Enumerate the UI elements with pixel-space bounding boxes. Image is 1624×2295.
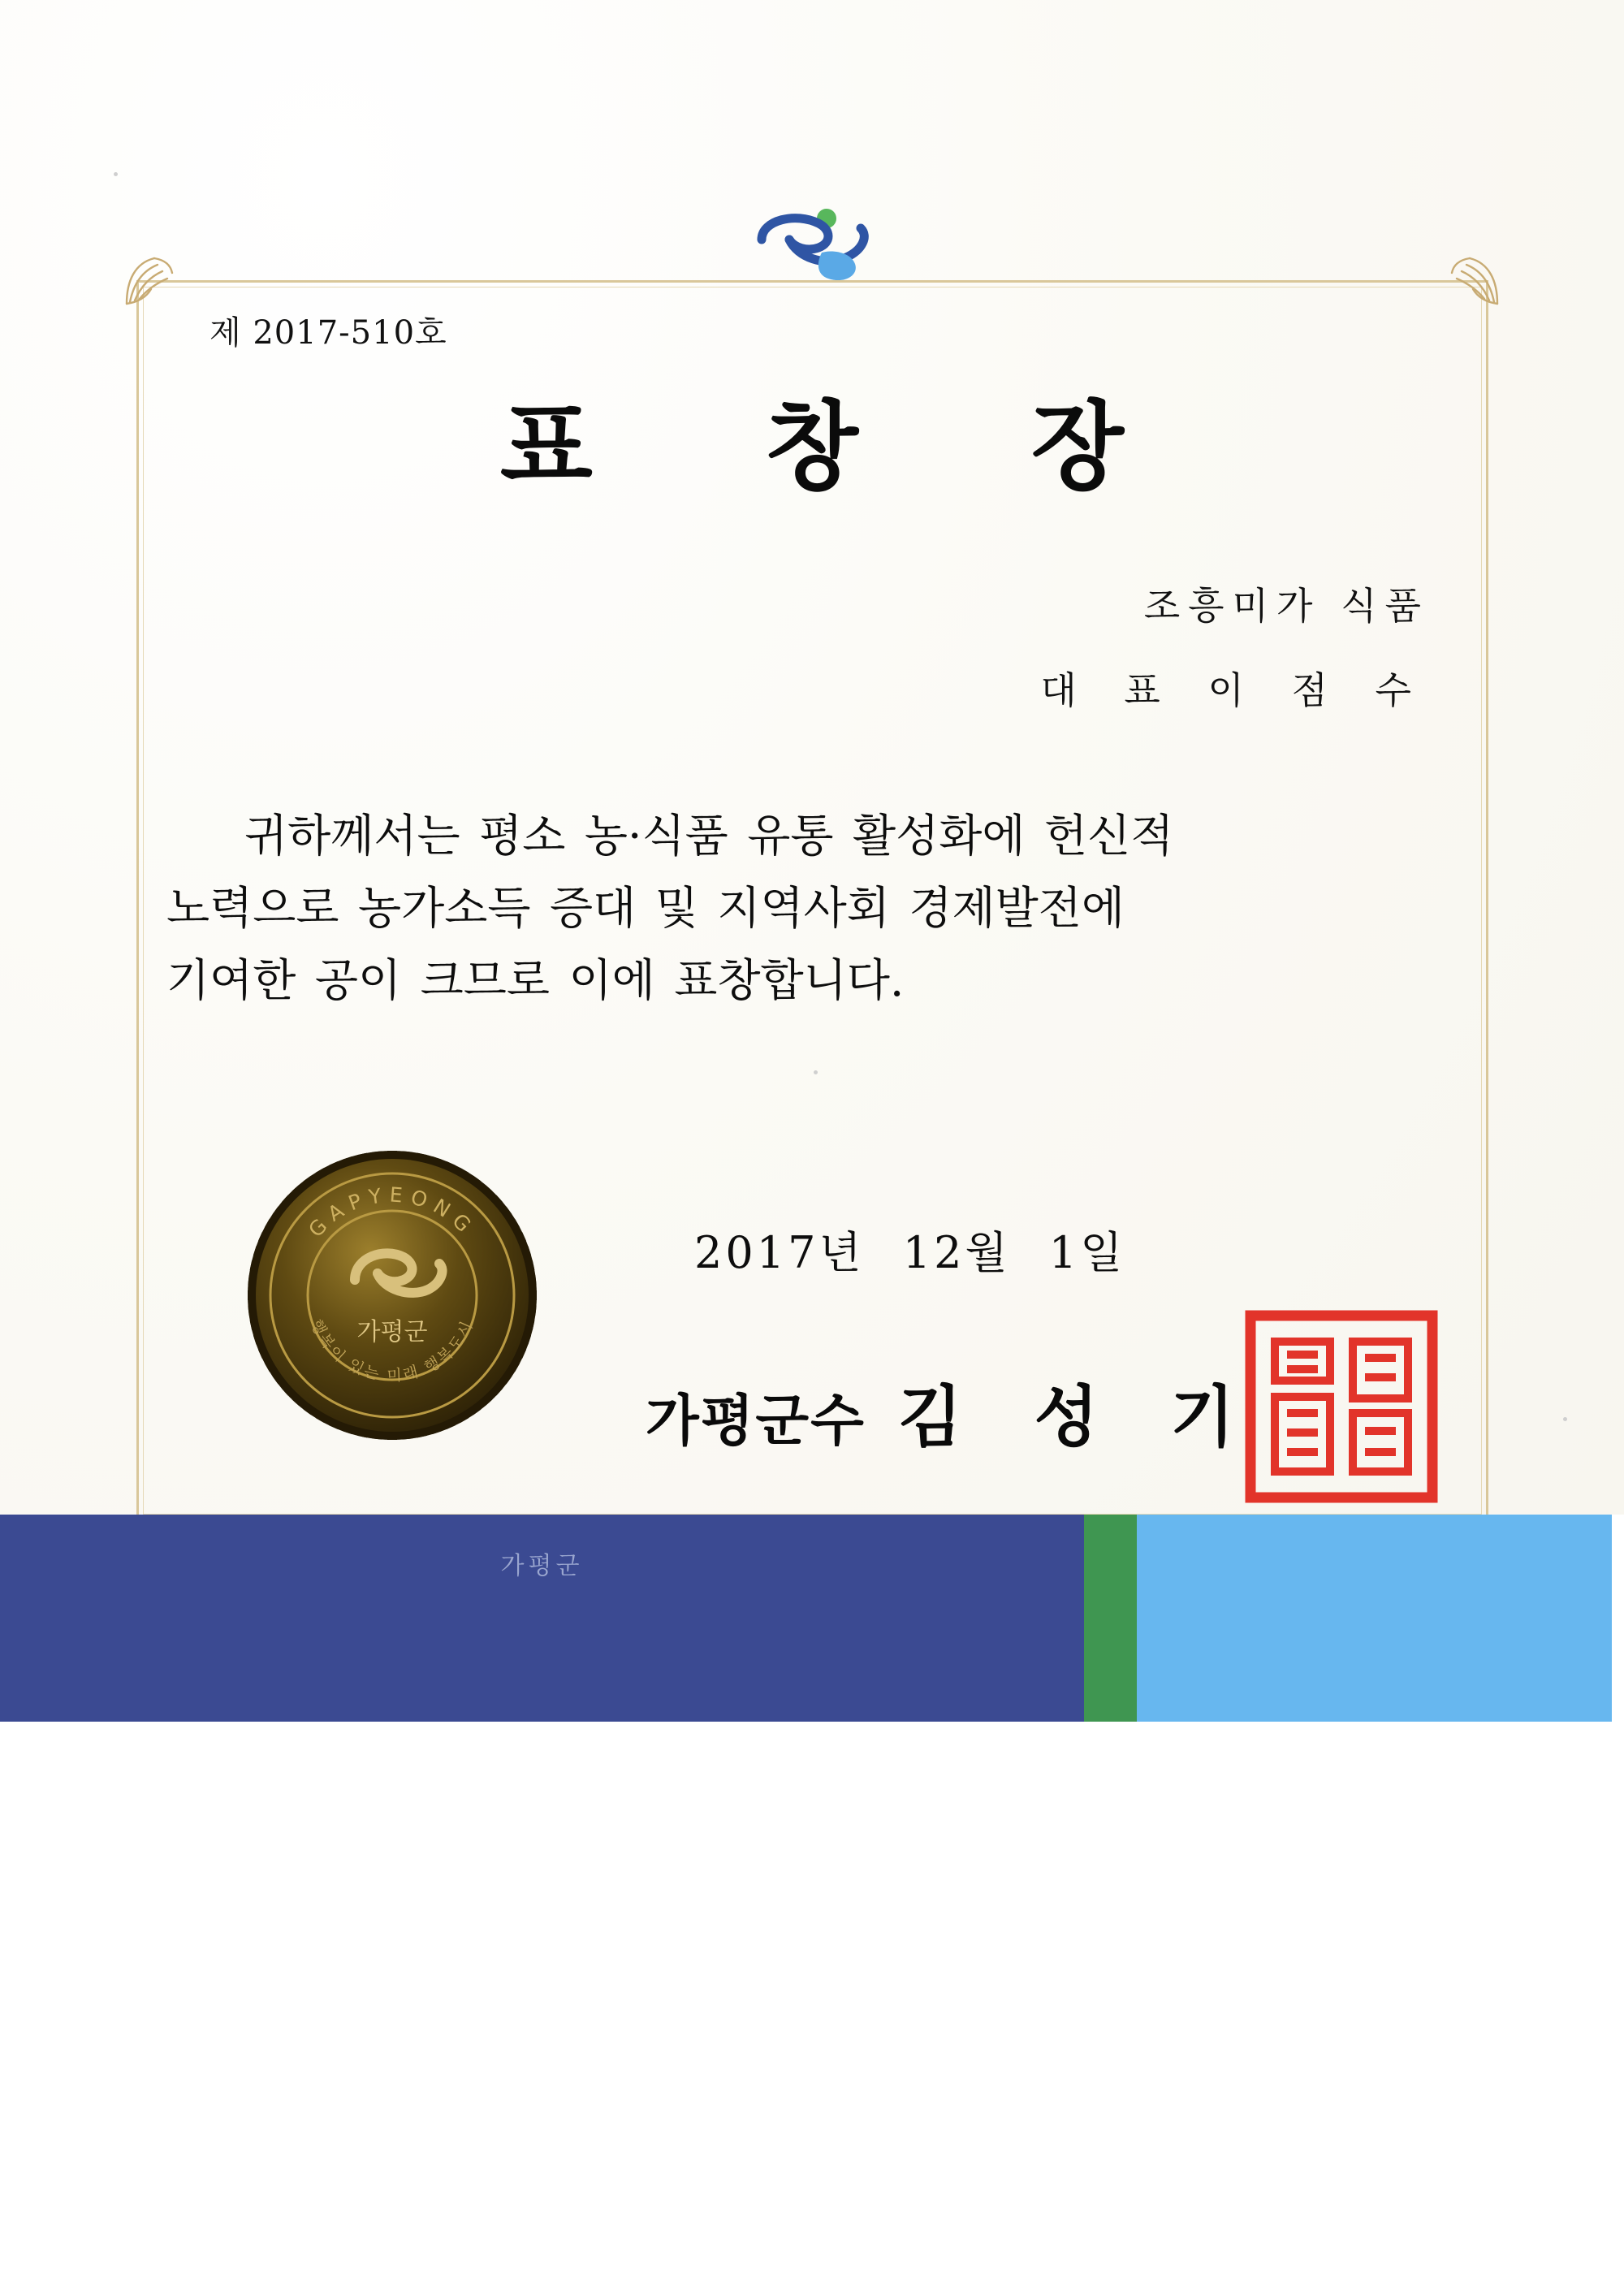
svg-text:GAPYEONG: GAPYEONG — [304, 1182, 481, 1243]
band-navy-segment — [0, 1515, 1084, 1722]
citation-line: 노력으로 농가소득 증대 및 지역사회 경제발전에 — [166, 882, 1125, 935]
svg-text:가평군: 가평군 — [356, 1318, 428, 1346]
citation-line: 기여한 공이 크므로 이에 표창합니다. — [166, 954, 905, 1007]
document-number: 제 2017-510호 — [209, 314, 447, 352]
scan-blank-area — [0, 1722, 1624, 2295]
citation-body — [166, 800, 1458, 1017]
band-label: 가평군 — [500, 1552, 584, 1580]
band-green-segment — [1084, 1515, 1137, 1722]
recipient-name: 대 표 이 점 수 — [1040, 668, 1429, 712]
scan-speckle — [1563, 1417, 1567, 1421]
certificate-title: 표 창 장 — [499, 390, 1194, 503]
scan-edge — [1612, 1515, 1624, 1722]
official-red-stamp-icon — [1244, 1309, 1439, 1504]
footer-color-band — [0, 1515, 1624, 1722]
signer-title: 가평군수 — [646, 1389, 866, 1454]
band-lightblue-segment — [1137, 1515, 1624, 1722]
signer-name: 김 성 기 — [897, 1378, 1259, 1456]
gold-seal-icon — [242, 1145, 542, 1446]
recipient-block — [1040, 577, 1429, 715]
recipient-company: 조흥미가 식품 — [1143, 584, 1429, 628]
award-date: 2017년 12월 1일 — [694, 1227, 1126, 1278]
scan-speckle — [114, 172, 118, 176]
svg-text:행복이 있는 미래 행복도시: 행복이 있는 미래 행복도시 — [307, 1316, 477, 1385]
signer-line — [646, 1364, 1259, 1459]
citation-line: 귀하께서는 평소 농·식품 유통 활성화에 헌신적 — [244, 810, 1174, 862]
